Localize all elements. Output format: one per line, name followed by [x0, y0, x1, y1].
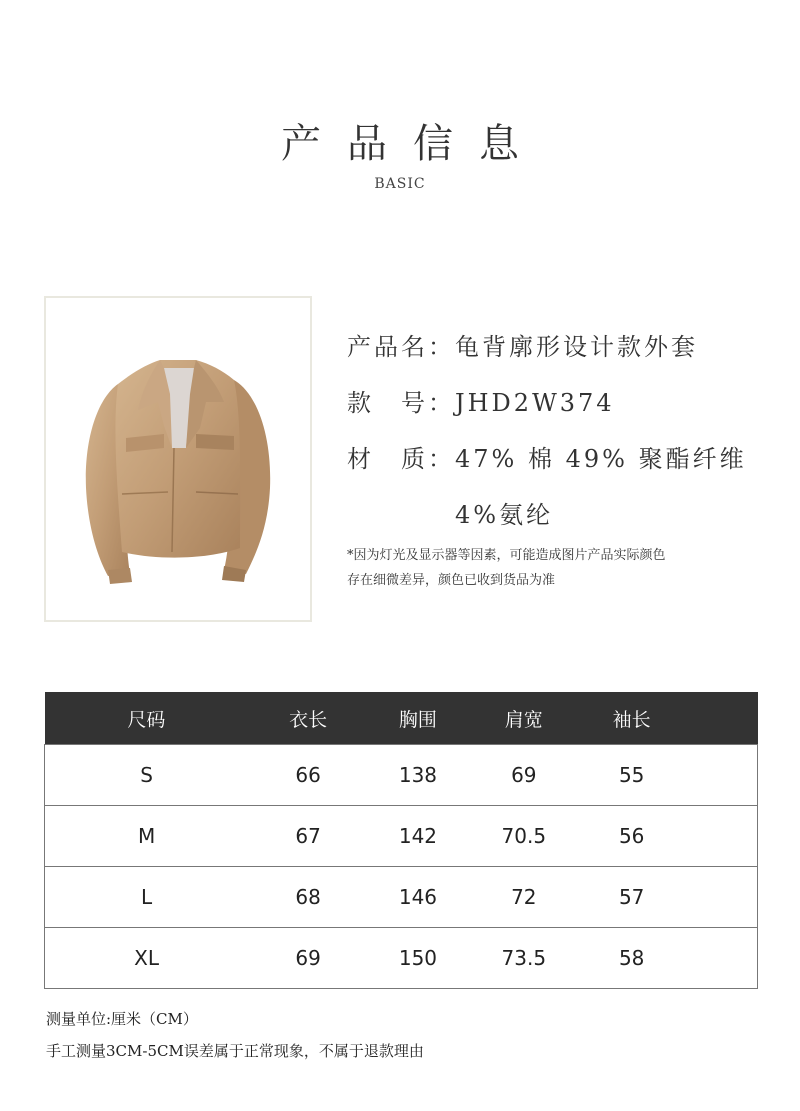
page-title: 产品信息 — [281, 121, 545, 167]
size-table-header-row — [45, 692, 758, 745]
color-disclaimer — [347, 543, 767, 593]
product-name-row — [347, 327, 698, 362]
length-cell: 67 — [248, 806, 368, 867]
product-image-frame — [44, 296, 312, 622]
product-name-value: 龟背廓形设计款外套 — [455, 333, 698, 361]
shoulder-cell: 70.5 — [468, 806, 580, 867]
table-row — [45, 745, 758, 806]
product-material-row — [347, 439, 747, 474]
product-material-row-2 — [347, 495, 553, 530]
color-disclaimer-line-1: *因为灯光及显示器等因素，可能造成图片产品实际颜色 — [347, 548, 666, 563]
table-row — [45, 867, 758, 928]
sleeve-cell: 56 — [580, 806, 684, 867]
length-cell: 66 — [248, 745, 368, 806]
blank-cell — [684, 806, 758, 867]
product-code-row — [347, 383, 615, 418]
sleeve-header-cell: 袖长 — [580, 692, 684, 745]
size-cell: L — [45, 867, 249, 928]
blank-cell — [684, 867, 758, 928]
shoulder-header-cell: 肩宽 — [468, 692, 580, 745]
blank-cell — [684, 745, 758, 806]
chest-cell: 138 — [368, 745, 468, 806]
chest-header-cell: 胸围 — [368, 692, 468, 745]
product-code-value: JHD2W374 — [455, 389, 615, 417]
measurement-error-note: 手工测量3CM-5CM误差属于正常现象，不属于退款理由 — [46, 1042, 424, 1060]
size-table — [44, 692, 758, 989]
length-cell: 69 — [248, 928, 368, 989]
blank-header-cell — [684, 692, 758, 745]
product-material-value-2: 4%氨纶 — [455, 501, 554, 529]
size-cell: M — [45, 806, 249, 867]
table-row — [45, 806, 758, 867]
shoulder-cell: 72 — [468, 867, 580, 928]
size-cell: S — [45, 745, 249, 806]
size-header-cell: 尺码 — [45, 692, 249, 745]
chest-cell: 150 — [368, 928, 468, 989]
shoulder-cell: 69 — [468, 745, 580, 806]
shoulder-cell: 73.5 — [468, 928, 580, 989]
chest-cell: 142 — [368, 806, 468, 867]
color-disclaimer-line-2: 存在细微差异，颜色已收到货品为准 — [347, 573, 556, 588]
product-material-value: 47% 棉 49% 聚酯纤维 — [455, 445, 747, 473]
measurement-unit-note: 测量单位:厘米（CM） — [46, 1010, 198, 1028]
length-cell: 68 — [248, 867, 368, 928]
length-header-cell: 衣长 — [248, 692, 368, 745]
sleeve-cell: 55 — [580, 745, 684, 806]
sleeve-cell: 57 — [580, 867, 684, 928]
product-code-label: 款 号： — [347, 389, 455, 417]
product-material-label: 材 质： — [347, 445, 455, 473]
chest-cell: 146 — [368, 867, 468, 928]
page-subtitle: BASIC — [374, 176, 426, 192]
table-row — [45, 928, 758, 989]
jacket-photo-icon — [46, 298, 310, 620]
product-name-label: 产品名： — [347, 333, 455, 361]
sleeve-cell: 58 — [580, 928, 684, 989]
size-cell: XL — [45, 928, 249, 989]
blank-cell — [684, 928, 758, 989]
